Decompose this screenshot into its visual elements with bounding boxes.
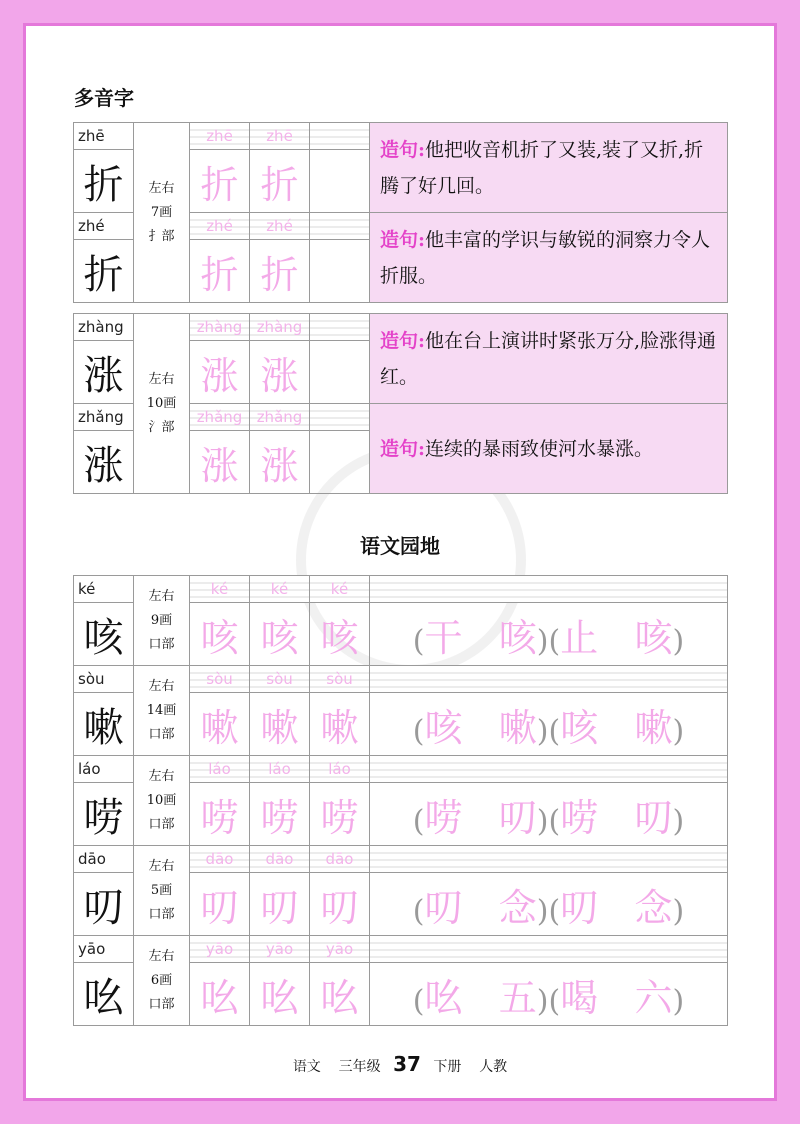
strokes: 9画 [150, 612, 173, 628]
structure: 左右 [148, 678, 175, 694]
word-pinyin-blank[interactable] [370, 846, 728, 873]
page-footer [0, 1052, 800, 1076]
char-trace: 唠 [190, 783, 250, 846]
character: 折 [74, 150, 134, 213]
pinyin-trace: ké [190, 576, 250, 603]
example-sentence [370, 213, 728, 303]
char-info [134, 666, 190, 756]
char-trace: 唠 [310, 783, 370, 846]
radical: 口部 [148, 996, 175, 1012]
word-pair: (止 咳) [548, 615, 685, 660]
sentence-label: 造句: [380, 228, 426, 251]
char-info [134, 846, 190, 936]
footer-subject: 语文 [292, 1059, 321, 1075]
char-info [134, 123, 190, 303]
char-info [134, 576, 190, 666]
char-trace: 咳 [190, 603, 250, 666]
sentence-label: 造句: [380, 138, 426, 161]
char-trace: 涨 [190, 341, 250, 404]
section-title-duoyinzi: 多音字 [74, 86, 134, 110]
strokes: 5画 [150, 882, 173, 898]
pinyin: ké [74, 576, 134, 603]
pinyin-trace: zhē [190, 123, 250, 150]
strokes: 6画 [150, 972, 173, 988]
pinyin-trace: sòu [310, 666, 370, 693]
sentence-text: 他把收音机折了又装,装了又折,折腾了好几回。 [380, 138, 704, 197]
char-trace: 咳 [310, 603, 370, 666]
pinyin: zhē [74, 123, 134, 150]
char-trace: 吆 [190, 963, 250, 1026]
word-pair: (叨 念) [412, 885, 549, 930]
word-group [370, 693, 728, 756]
word-char: 念 [498, 885, 537, 930]
word-pair: (咳 嗽) [548, 705, 685, 750]
word-char: 念 [634, 885, 673, 930]
char-trace: 吆 [310, 963, 370, 1026]
pinyin-blank[interactable] [310, 404, 370, 431]
sentence-text: 他在台上演讲时紧张万分,脸涨得通红。 [380, 329, 717, 388]
character: 涨 [74, 341, 134, 404]
pinyin-trace: zhé [190, 213, 250, 240]
pinyin: sòu [74, 666, 134, 693]
char-trace: 折 [190, 240, 250, 303]
yuwen-practice-table [73, 575, 728, 1026]
char-blank[interactable] [310, 431, 370, 494]
word-char: 叨 [498, 795, 537, 840]
pinyin-trace: zhàng [250, 314, 310, 341]
word-pair: (喝 六) [548, 975, 685, 1020]
strokes: 7画 [150, 204, 173, 220]
character: 折 [74, 240, 134, 303]
pinyin-trace: sòu [250, 666, 310, 693]
strokes: 10画 [146, 395, 177, 411]
char-trace: 嗽 [310, 693, 370, 756]
char-blank[interactable] [310, 341, 370, 404]
structure: 左右 [148, 948, 175, 964]
word-pinyin-blank[interactable] [370, 576, 728, 603]
char-trace: 咳 [250, 603, 310, 666]
example-sentence [370, 123, 728, 213]
char-info [134, 314, 190, 494]
word-char: 唠 [560, 795, 599, 840]
word-pinyin-blank[interactable] [370, 756, 728, 783]
pinyin: zhé [74, 213, 134, 240]
pinyin-trace: sòu [190, 666, 250, 693]
radical: 口部 [148, 636, 175, 652]
pinyin-blank[interactable] [310, 213, 370, 240]
strokes: 14画 [146, 702, 177, 718]
word-char: 咳 [498, 615, 537, 660]
duoyinzi-block [73, 122, 728, 303]
char-trace: 叨 [190, 873, 250, 936]
word-char: 叨 [560, 885, 599, 930]
structure: 左右 [148, 588, 175, 604]
pinyin: dāo [74, 846, 134, 873]
sentence-text: 连续的暴雨致使河水暴涨。 [425, 437, 654, 460]
pinyin-trace: ké [250, 576, 310, 603]
word-char: 叨 [634, 795, 673, 840]
char-trace: 涨 [190, 431, 250, 494]
structure: 左右 [148, 858, 175, 874]
character: 涨 [74, 431, 134, 494]
pinyin-trace: zhǎng [190, 404, 250, 431]
pinyin-trace: láo [310, 756, 370, 783]
pinyin-trace: yāo [250, 936, 310, 963]
pinyin-trace: dāo [310, 846, 370, 873]
word-char: 嗽 [634, 705, 673, 750]
pinyin: zhǎng [74, 404, 134, 431]
example-sentence [370, 404, 728, 494]
character: 咳 [74, 603, 134, 666]
word-char: 六 [634, 975, 673, 1020]
footer-grade: 三年级 [338, 1059, 381, 1075]
word-group [370, 603, 728, 666]
radical: 口部 [148, 816, 175, 832]
char-trace: 叨 [250, 873, 310, 936]
char-trace: 涨 [250, 431, 310, 494]
word-char: 咳 [560, 705, 599, 750]
strokes: 10画 [146, 792, 177, 808]
char-trace: 折 [250, 240, 310, 303]
word-pair: (干 咳) [412, 615, 549, 660]
sentence-text: 他丰富的学识与敏锐的洞察力令人折服。 [380, 228, 711, 287]
footer-publisher: 人教 [479, 1059, 508, 1075]
word-group [370, 783, 728, 846]
duoyinzi-block [73, 313, 728, 494]
radical: 扌部 [148, 228, 175, 244]
character: 嗽 [74, 693, 134, 756]
char-trace: 折 [250, 150, 310, 213]
pinyin-trace: dāo [250, 846, 310, 873]
word-group [370, 963, 728, 1026]
pinyin: láo [74, 756, 134, 783]
structure: 左右 [148, 371, 175, 387]
word-char: 叨 [424, 885, 463, 930]
word-char: 咳 [424, 705, 463, 750]
page-number: 37 [393, 1052, 421, 1076]
word-pinyin-blank[interactable] [370, 936, 728, 963]
radical: 口部 [148, 726, 175, 742]
pinyin-blank[interactable] [310, 123, 370, 150]
word-char: 干 [424, 615, 463, 660]
char-trace: 嗽 [190, 693, 250, 756]
word-pair: (唠 叨) [412, 795, 549, 840]
section-title-yuwen: 语文园地 [360, 534, 440, 558]
word-char: 唠 [424, 795, 463, 840]
pinyin-trace: yāo [190, 936, 250, 963]
pinyin: yāo [74, 936, 134, 963]
char-info [134, 756, 190, 846]
structure: 左右 [148, 180, 175, 196]
char-blank[interactable] [310, 150, 370, 213]
char-info [134, 936, 190, 1026]
word-pair: (吆 五) [412, 975, 549, 1020]
word-pair: (咳 嗽) [412, 705, 549, 750]
char-trace: 涨 [250, 341, 310, 404]
char-trace: 嗽 [250, 693, 310, 756]
word-pair: (唠 叨) [548, 795, 685, 840]
word-group [370, 873, 728, 936]
char-trace: 唠 [250, 783, 310, 846]
pinyin-trace: zhǎng [250, 404, 310, 431]
sentence-label: 造句: [380, 437, 426, 460]
pinyin-trace: láo [250, 756, 310, 783]
character: 吆 [74, 963, 134, 1026]
pinyin-trace: yāo [310, 936, 370, 963]
pinyin-trace: zhàng [190, 314, 250, 341]
character: 叨 [74, 873, 134, 936]
pinyin-trace: láo [190, 756, 250, 783]
char-trace: 折 [190, 150, 250, 213]
word-char: 嗽 [498, 705, 537, 750]
pinyin-trace: zhé [250, 213, 310, 240]
word-char: 止 [560, 615, 599, 660]
char-blank[interactable] [310, 240, 370, 303]
word-char: 五 [498, 975, 537, 1020]
char-trace: 叨 [310, 873, 370, 936]
pinyin-trace: ké [310, 576, 370, 603]
radical: 口部 [148, 906, 175, 922]
word-pinyin-blank[interactable] [370, 666, 728, 693]
word-char: 喝 [560, 975, 599, 1020]
word-pair: (叨 念) [548, 885, 685, 930]
radical: 氵部 [148, 419, 175, 435]
word-char: 吆 [424, 975, 463, 1020]
footer-volume: 下册 [433, 1059, 462, 1075]
pinyin: zhàng [74, 314, 134, 341]
char-trace: 吆 [250, 963, 310, 1026]
pinyin-trace: dāo [190, 846, 250, 873]
word-char: 咳 [634, 615, 673, 660]
pinyin-blank[interactable] [310, 314, 370, 341]
pinyin-trace: zhē [250, 123, 310, 150]
example-sentence [370, 314, 728, 404]
sentence-label: 造句: [380, 329, 426, 352]
structure: 左右 [148, 768, 175, 784]
character: 唠 [74, 783, 134, 846]
